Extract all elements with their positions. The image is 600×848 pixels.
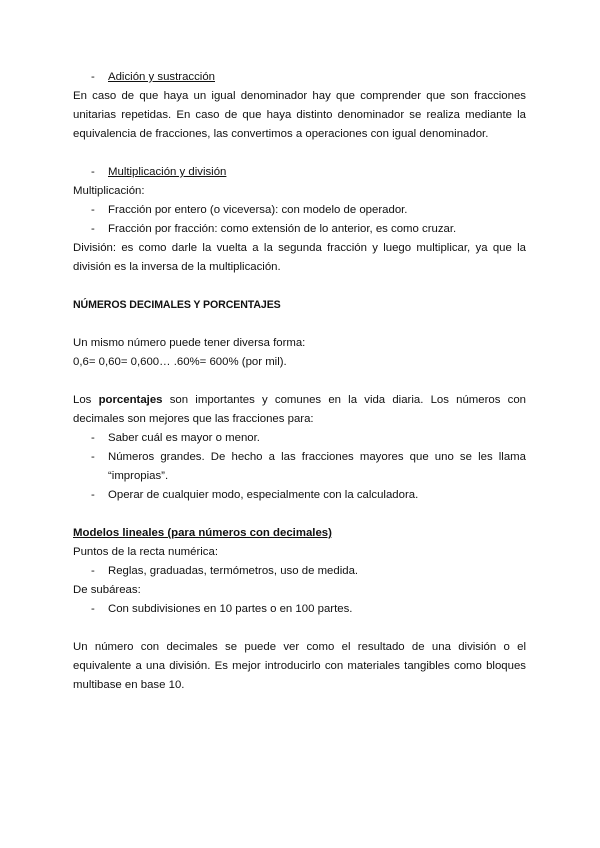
- addition-heading: Adición y sustracción: [108, 71, 215, 83]
- list-item-text: Números grandes. De hecho a las fracciones mayores que uno se les llama “impropias”.: [108, 451, 526, 482]
- percent-paragraph: [73, 391, 526, 429]
- closing-paragraph: Un número con decimales se puede ver como el resultado de una división o el equivalente a una división. Es mejor introducirlo con materiales tangibles como bloques multibase en base 10.: [73, 641, 526, 691]
- list-item-text: Con subdivisiones en 10 partes o en 100 partes.: [108, 603, 353, 615]
- multiplication-heading-item: [73, 163, 526, 182]
- percent-bold-term: porcentajes: [98, 394, 163, 406]
- list-item-text: Fracción por fracción: como extensión de lo anterior, es como cruzar.: [108, 223, 457, 235]
- bullet-dash: -: [91, 71, 95, 83]
- percent-rest: son importantes y comunes en la vida diaria. Los números con decimales son mejores que las fracciones para:: [73, 394, 527, 425]
- list-item: [73, 220, 526, 239]
- division-paragraph: División: es como darle la vuelta a la segunda fracción y luego multiplicar, ya que la división es la inversa de la multiplicación.: [73, 242, 526, 273]
- bullet-dash: -: [91, 565, 95, 577]
- list-item-text: Operar de cualquier modo, especialmente con la calculadora.: [108, 489, 419, 501]
- list-item-text: Saber cuál es mayor o menor.: [108, 432, 260, 444]
- list-item: [73, 562, 526, 581]
- bullet-dash: -: [91, 451, 95, 463]
- models-heading: Modelos lineales (para números con decimales): [73, 527, 332, 539]
- list-item-text: Reglas, graduadas, termómetros, uso de medida.: [108, 565, 359, 577]
- bullet-dash: -: [91, 223, 95, 235]
- bullet-dash: -: [91, 603, 95, 615]
- bullet-dash: -: [91, 489, 95, 501]
- list-item: [73, 429, 526, 448]
- multiplication-label: Multiplicación:: [73, 185, 145, 197]
- addition-paragraph: En caso de que haya un igual denominador hay que comprender que son fracciones unitarias repetidas. En caso de que haya distinto denominador se realiza mediante la equivalencia de fracciones, las convertimos a operaciones con igual denominador.: [73, 90, 526, 140]
- list-item: [73, 486, 526, 505]
- percent-prefix: Los: [73, 394, 99, 406]
- bullet-dash: -: [91, 204, 95, 216]
- forms-line-2: 0,6= 0,60= 0,600… .60%= 600% (por mil).: [73, 356, 287, 368]
- bullet-dash: -: [91, 166, 95, 178]
- multiplication-heading: Multiplicación y división: [108, 166, 227, 178]
- list-item: [73, 201, 526, 220]
- forms-line-1: Un mismo número puede tener diversa forma:: [73, 337, 306, 349]
- list-item: [73, 448, 526, 486]
- bullet-dash: -: [91, 432, 95, 444]
- decimals-heading: NÚMEROS DECIMALES Y PORCENTAJES: [73, 299, 281, 311]
- list-item: [73, 600, 526, 619]
- subareas-label: De subáreas:: [73, 584, 141, 596]
- document-page: [73, 68, 526, 695]
- list-item-text: Fracción por entero (o viceversa): con modelo de operador.: [108, 204, 408, 216]
- addition-heading-item: [73, 68, 526, 87]
- points-label: Puntos de la recta numérica:: [73, 546, 218, 558]
